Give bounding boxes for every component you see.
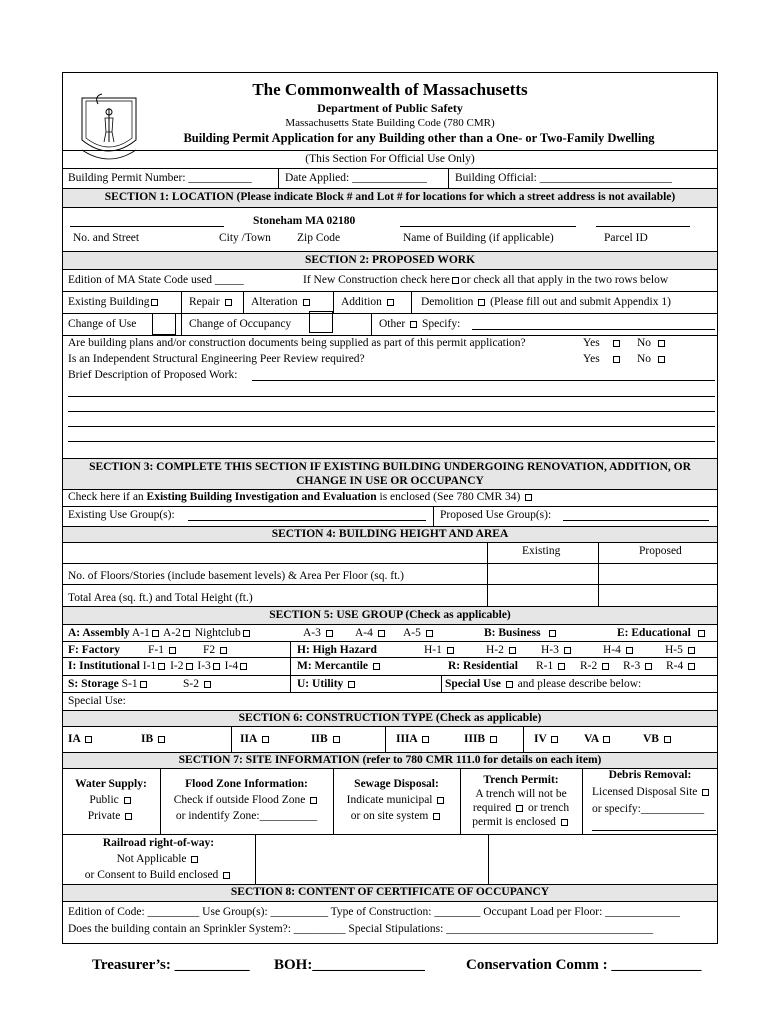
a4-checkbox[interactable] [378,630,385,637]
plans-yes-checkbox[interactable] [613,340,620,347]
municipal-option: Indicate municipal [333,794,460,806]
h1-option: H-1 [424,644,456,656]
section-7-heading: SECTION 7: SITE INFORMATION (refer to 780 CMR 111.0 for details on each item) [178,754,602,766]
change-of-use-checkbox[interactable] [152,313,176,335]
onsite-option: or on site system [333,810,460,822]
private-checkbox[interactable] [125,813,132,820]
brief-description-input[interactable] [252,380,715,381]
h2-checkbox[interactable] [509,647,516,654]
debris-heading: Debris Removal: [608,769,692,781]
demolition-option[interactable]: Demolition (Please fill out and submit Appendix 1) [421,296,671,308]
assembly-row: A: Assembly A-1 A-2 Nightclub [68,627,252,639]
treasurer-field[interactable]: Treasurer’s: __________ [92,957,250,973]
section-3-heading-line2: CHANGE IN USE OR OCCUPANCY [296,475,484,487]
type-iiia: IIIA [396,733,431,745]
street-input[interactable] [70,226,224,227]
existing-building-checkbox[interactable] [151,299,158,306]
trench-not-required-checkbox[interactable] [516,805,523,812]
public-option: Public [62,794,160,806]
h4-checkbox[interactable] [626,647,633,654]
r3-option: R-3 [623,660,654,672]
debris-specify-input[interactable]: or specify:___________ [592,803,705,815]
iiia-checkbox[interactable] [422,736,429,743]
section-4-heading: SECTION 4: BUILDING HEIGHT AND AREA [271,528,509,540]
section-8-heading: SECTION 8: CONTENT OF CERTIFICATE OF OCCUPANCY [230,886,550,898]
public-checkbox[interactable] [124,797,131,804]
change-of-occupancy-label: Change of Occupancy [189,318,292,330]
storage-row: S: Storage S-1 [68,678,149,690]
addition-option[interactable]: Addition [341,296,396,308]
f2-checkbox[interactable] [220,647,227,654]
municipal-checkbox[interactable] [437,797,444,804]
a2-checkbox[interactable] [183,630,190,637]
type-ib: IB [141,733,167,745]
assembly-row-cont: A-3 [303,627,335,639]
h3-checkbox[interactable] [564,647,571,654]
peer-review-no-checkbox[interactable] [658,356,665,363]
repair-checkbox[interactable] [225,299,232,306]
debris-specify-line[interactable] [592,830,716,831]
high-hazard-label: H: High Hazard [297,644,377,656]
parcel-id-label: Parcel ID [604,232,648,244]
co-line-1[interactable]: Edition of Code: _________ Use Group(s): __________ Type of Construction: ________ Occupant Load per Floor: _____________ [68,906,680,918]
s1-checkbox[interactable] [140,681,147,688]
application-title: Building Permit Application for any Building other than a One- or Two-Family Dwelling [183,131,655,145]
trench-line3: permit is enclosed [460,816,582,828]
trench-line2: required or trench [472,802,570,814]
r3-checkbox[interactable] [645,663,652,670]
sewage-heading: Sewage Disposal: [354,778,439,790]
type-ia: IA [68,733,94,745]
r4-option: R-4 [666,660,697,672]
f2-option: F2 [203,644,229,656]
street-label: No. and Street [73,232,140,244]
brief-description-label: Brief Description of Proposed Work: [68,369,238,381]
type-iiib: IIIB [464,733,499,745]
demolition-checkbox[interactable] [478,299,485,306]
h2-option: H-2 [486,644,518,656]
zip-label: Zip Code [297,232,341,244]
i4-checkbox[interactable] [240,663,247,670]
parcel-id-input[interactable] [596,226,690,227]
building-name-input[interactable] [400,226,576,227]
description-line[interactable] [68,411,715,412]
i3-checkbox[interactable] [213,663,220,670]
alteration-checkbox[interactable] [303,299,310,306]
city-value: Stoneham MA 02180 [253,215,356,227]
existing-use-group-input[interactable] [188,520,426,521]
r1-checkbox[interactable] [558,663,565,670]
railroad-na-option: Not Applicable [62,853,255,865]
type-va: VA [584,733,612,745]
plans-no[interactable]: No [637,337,667,349]
peer-review-yes[interactable]: Yes [583,353,622,365]
edition-field[interactable]: Edition of MA State Code used _____ [68,274,244,286]
boh-field[interactable]: BOH:_______________ [274,957,425,973]
permit-number-field[interactable]: Building Permit Number: ___________ [68,172,252,184]
addition-checkbox[interactable] [387,299,394,306]
plans-yes[interactable]: Yes [583,337,622,349]
flood-zone-heading: Flood Zone Information: [185,778,308,790]
peer-review-question: Is an Independent Structural Engineering Peer Review required? [68,353,365,365]
proposed-use-group-label: Proposed Use Group(s): [440,509,552,521]
department: Department of Public Safety [317,101,463,115]
type-iia: IIA [240,733,271,745]
railroad-heading: Railroad right-of-way: [102,837,215,849]
iia-checkbox[interactable] [262,736,269,743]
educational-option: E: Educational [617,627,707,639]
flood-zone-check: Check if outside Flood Zone [160,794,333,806]
section-5-heading: SECTION 5: USE GROUP (Check as applicable) [269,609,511,621]
type-vb: VB [643,733,673,745]
section-3-heading-line1: SECTION 3: COMPLETE THIS SECTION IF EXISTING BUILDING UNDERGOING RENOVATION, ADDITION, OR [89,461,691,473]
special-use-checkbox[interactable] [506,681,513,688]
s2-option: S-2 [183,678,213,690]
f1-option: F-1 [148,644,178,656]
special-use-description[interactable]: Special Use: [68,695,126,707]
i2-checkbox[interactable] [186,663,193,670]
existing-column-header: Existing [522,545,561,557]
onsite-checkbox[interactable] [433,813,440,820]
trench-line1: A trench will not be [475,788,567,800]
utility-checkbox[interactable] [348,681,355,688]
railroad-consent-checkbox[interactable] [223,872,230,879]
type-iv: IV [534,733,560,745]
conservation-field[interactable]: Conservation Comm : ____________ [466,957,702,973]
trench-enclosed-checkbox[interactable] [561,819,568,826]
residential-label: R: Residential [448,660,518,672]
description-line[interactable] [68,441,715,442]
a4-option: A-4 [355,627,387,639]
repair-option[interactable]: Repair [189,296,234,308]
code-reference: Massachusetts State Building Code (780 CMR) [285,117,495,129]
f1-checkbox[interactable] [169,647,176,654]
va-checkbox[interactable] [603,736,610,743]
existing-use-group-label: Existing Use Group(s): [68,509,175,521]
peer-review-yes-checkbox[interactable] [613,356,620,363]
change-of-occupancy-checkbox[interactable] [309,311,333,333]
new-construction-checkbox[interactable] [452,277,459,284]
building-official-field[interactable]: Building Official: _______________________ [455,172,673,184]
r2-checkbox[interactable] [602,663,609,670]
factory-label: F: Factory [68,644,121,656]
licensed-disposal-option: Licensed Disposal Site [592,786,711,798]
official-use-note: (This Section For Official Use Only) [305,153,475,165]
h5-option: H-5 [665,644,697,656]
floors-area-label: No. of Floors/Stories (include basement levels) & Area Per Floor (sq. ft.) [68,570,404,582]
railroad-consent-option: or Consent to Build enclosed [62,869,255,881]
h5-checkbox[interactable] [688,647,695,654]
investigation-check-row: Check here if an Existing Building Investigation and Evaluation is enclosed (See 780 CMR 34) [68,491,534,503]
plans-no-checkbox[interactable] [658,340,665,347]
page-title: The Commonwealth of Massachusetts [252,80,528,99]
r4-checkbox[interactable] [688,663,695,670]
other-checkbox[interactable] [410,321,417,328]
r1-option: R-1 [536,660,567,672]
h1-checkbox[interactable] [447,647,454,654]
date-applied-field[interactable]: Date Applied: _____________ [285,172,427,184]
utility-option: U: Utility [297,678,357,690]
educational-checkbox[interactable] [698,630,705,637]
other-option[interactable]: Other Specify: [379,318,461,330]
proposed-column-header: Proposed [639,545,682,557]
i1-checkbox[interactable] [158,663,165,670]
iib-checkbox[interactable] [333,736,340,743]
new-construction-row: If New Construction check here or check all that apply in the two rows below [303,274,669,286]
s2-checkbox[interactable] [204,681,211,688]
building-name-label: Name of Building (if applicable) [403,232,554,244]
proposed-use-group-input[interactable] [563,520,709,521]
plans-question: Are building plans and/or construction documents being supplied as part of this permit application? [68,337,526,349]
ia-checkbox[interactable] [85,736,92,743]
private-option: Private [62,810,160,822]
change-of-use-label: Change of Use [68,318,137,330]
city-label: City /Town [219,232,271,244]
iv-checkbox[interactable] [551,736,558,743]
existing-building-option[interactable]: Existing Building [68,296,160,308]
a5-option: A-5 [403,627,435,639]
a5-checkbox[interactable] [426,630,433,637]
flood-zone-checkbox[interactable] [310,797,317,804]
trench-heading: Trench Permit: [483,774,559,786]
peer-review-no[interactable]: No [637,353,667,365]
ib-checkbox[interactable] [158,736,165,743]
a3-checkbox[interactable] [326,630,333,637]
iiib-checkbox[interactable] [490,736,497,743]
section-2-heading: SECTION 2: PROPOSED WORK [304,254,476,266]
other-specify-input[interactable] [472,329,715,330]
description-line[interactable] [68,426,715,427]
total-area-label: Total Area (sq. ft.) and Total Height (ft.) [68,592,253,604]
h4-option: H-4 [603,644,635,656]
railroad-na-checkbox[interactable] [191,856,198,863]
description-line[interactable] [68,396,715,397]
business-checkbox[interactable] [549,630,556,637]
investigation-checkbox[interactable] [525,494,532,501]
business-option: B: Business [484,627,558,639]
licensed-disposal-checkbox[interactable] [702,789,709,796]
h3-option: H-3 [541,644,573,656]
type-iib: IIB [311,733,342,745]
section-1-heading: SECTION 1: LOCATION (Please indicate Block # and Lot # for locations for which a street address is not available) [104,191,676,203]
vb-checkbox[interactable] [664,736,671,743]
co-line-2[interactable]: Does the building contain an Sprinkler System?: _________ Special Stipulations: ____________________________________ [68,923,654,935]
special-use-option: Special Use and please describe below: [445,678,642,690]
r2-option: R-2 [580,660,611,672]
section-6-heading: SECTION 6: CONSTRUCTION TYPE (Check as applicable) [238,712,542,724]
a1-checkbox[interactable] [152,630,159,637]
water-supply-heading: Water Supply: [75,778,147,790]
mercantile-option: M: Mercantile [297,660,382,672]
alteration-option[interactable]: Alteration [251,296,312,308]
mercantile-checkbox[interactable] [373,663,380,670]
institutional-row: I: Institutional I-1 I-2 I-3 I-4 [68,660,249,672]
nightclub-checkbox[interactable] [243,630,250,637]
flood-zone-input[interactable]: or indentify Zone:__________ [175,810,318,822]
